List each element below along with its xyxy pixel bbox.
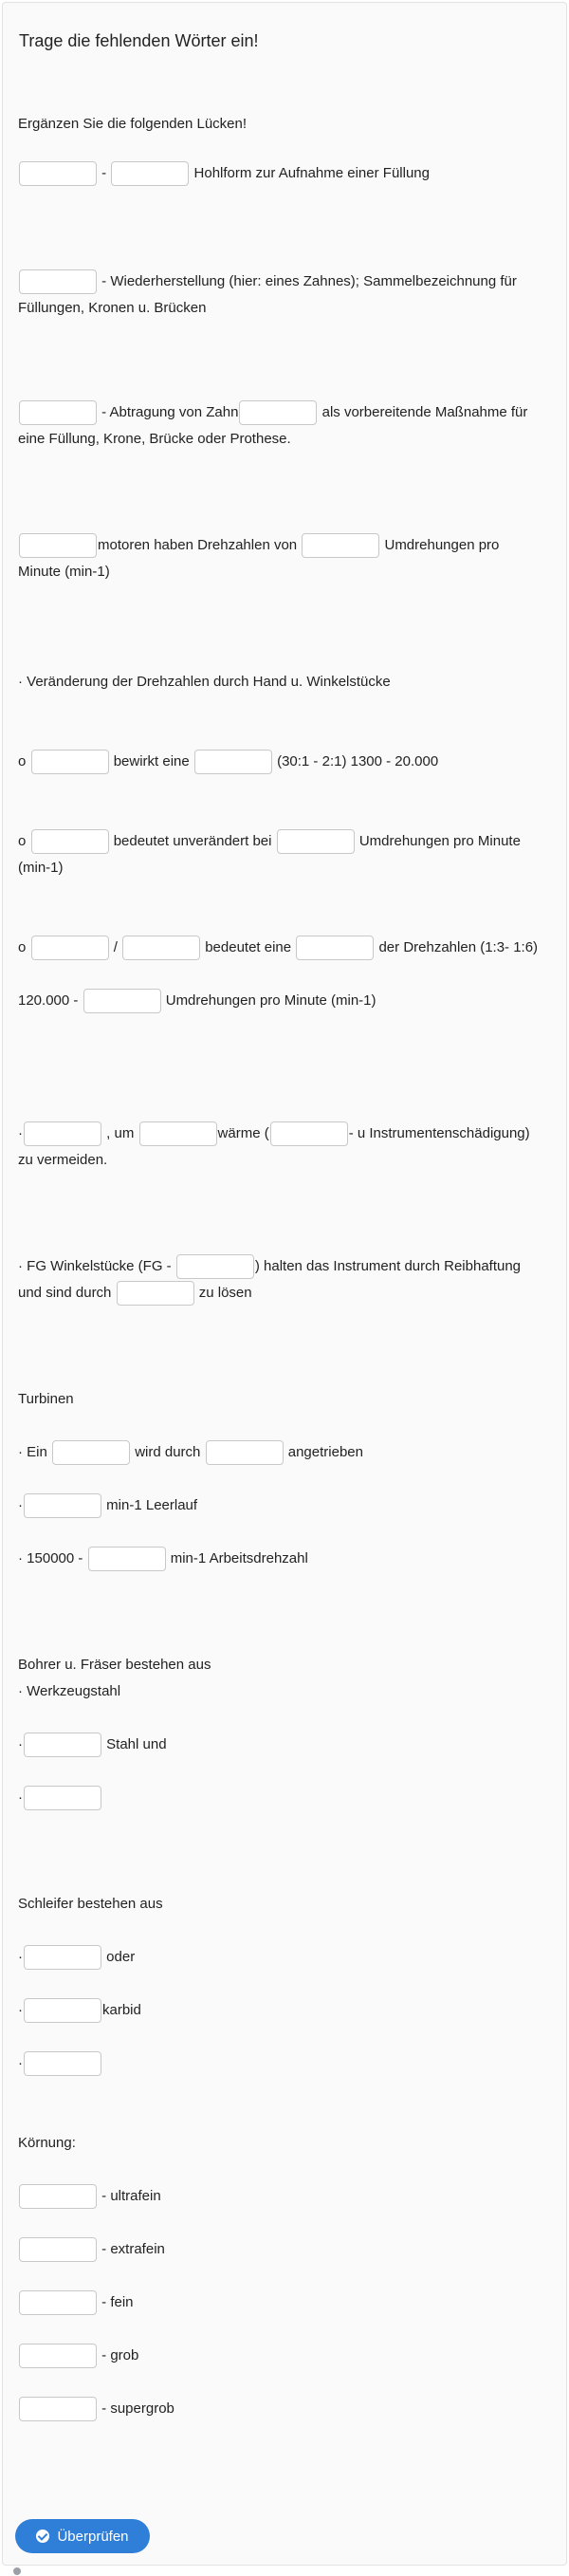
exercise-title: Trage die fehlenden Wörter ein!	[19, 31, 259, 50]
blank-input[interactable]	[24, 1998, 101, 2023]
section-bohrer: Bohrer u. Fräser bestehen aus · Werkzeugstahl	[18, 1657, 211, 1699]
blank-input[interactable]	[122, 936, 200, 960]
blank-input[interactable]	[277, 829, 355, 854]
grain-fein: - fein	[18, 2289, 549, 2316]
item-2: - Wiederherstellung (hier: eines Zahnes); Sammelbezeichnung für Füllungen, Kronen u. Brücken	[18, 269, 549, 322]
grain-extrafein: - extrafein	[18, 2236, 549, 2263]
grain-ultrafein: - ultrafein	[18, 2183, 549, 2210]
blank-input[interactable]	[19, 2290, 97, 2315]
section-turbinen: Turbinen	[18, 1391, 74, 1407]
blank-input[interactable]	[31, 936, 109, 960]
exercise-panel	[2, 2, 567, 2566]
blank-input[interactable]	[19, 400, 97, 425]
blank-input[interactable]	[206, 1440, 284, 1465]
check-button[interactable]	[15, 2519, 150, 2553]
blank-input[interactable]	[19, 2184, 97, 2209]
blank-input[interactable]	[52, 1440, 130, 1465]
scroll-indicator	[13, 2567, 21, 2575]
blank-input[interactable]	[19, 269, 97, 294]
blank-input[interactable]	[24, 1945, 101, 1970]
blank-input[interactable]	[194, 750, 272, 774]
blank-input[interactable]	[111, 161, 189, 186]
item-13: · min-1 Leerlauf	[18, 1492, 549, 1519]
item-5: · Veränderung der Drehzahlen durch Hand u. Winkelstücke	[18, 674, 391, 690]
blank-input[interactable]	[19, 2237, 97, 2262]
blank-input[interactable]	[31, 829, 109, 854]
blank-input[interactable]	[31, 750, 109, 774]
item-9: 120.000 - Umdrehungen pro Minute (min-1)	[18, 988, 549, 1014]
item-6: o bewirkt eine (30:1 - 2:1) 1300 - 20.000	[18, 749, 549, 775]
blank-input[interactable]	[19, 161, 97, 186]
blank-input[interactable]	[88, 1547, 166, 1571]
section-schleifer: Schleifer bestehen aus	[18, 1896, 163, 1912]
section-koernung: Körnung:	[18, 2135, 76, 2151]
blank-input[interactable]	[19, 2344, 97, 2368]
item-10: · , um wärme ( - u Instrumentenschädigung) zu vermeiden.	[18, 1121, 549, 1174]
grain-supergrob: - supergrob	[18, 2396, 549, 2422]
item-17: · oder	[18, 1944, 549, 1971]
item-12: · Ein wird durch angetrieben	[18, 1439, 549, 1466]
blank-input[interactable]	[296, 936, 374, 960]
item-14: · 150000 - min-1 Arbeitsdrehzahl	[18, 1546, 549, 1572]
blank-input[interactable]	[117, 1281, 194, 1306]
blank-input[interactable]	[176, 1254, 254, 1279]
blank-input[interactable]	[270, 1121, 348, 1146]
item-4: motoren haben Drehzahlen von Umdrehungen pro Minute (min-1)	[18, 532, 549, 585]
blank-input[interactable]	[24, 1733, 101, 1757]
blank-input[interactable]	[24, 2051, 101, 2076]
check-button-label: Überprüfen	[57, 2528, 129, 2545]
item-18: · karbid	[18, 1997, 549, 2024]
blank-input[interactable]	[139, 1121, 217, 1146]
item-3: - Abtragung von Zahn als vorbereitende Maßnahme für eine Füllung, Krone, Brücke oder Prothese.	[18, 399, 549, 453]
item-19: ·	[18, 2050, 549, 2077]
blank-input[interactable]	[83, 989, 161, 1013]
instruction: Ergänzen Sie die folgenden Lücken!	[18, 116, 248, 132]
item-11: · FG Winkelstücke (FG - ) halten das Instrument durch Reibhaftung und sind durch zu lösen	[18, 1253, 549, 1307]
blank-input[interactable]	[239, 400, 317, 425]
item-8: o / bedeutet eine der Drehzahlen (1:3- 1:6)	[18, 935, 549, 961]
blank-input[interactable]	[19, 2397, 97, 2421]
item-15: · Stahl und	[18, 1732, 549, 1758]
blank-input[interactable]	[302, 533, 379, 558]
item-1: - Hohlform zur Aufnahme einer Füllung	[18, 160, 549, 187]
blank-input[interactable]	[24, 1493, 101, 1518]
item-7: o bedeutet unverändert bei Umdrehungen pro Minute (min-1)	[18, 828, 549, 881]
check-circle-icon	[36, 2530, 49, 2543]
grain-grob: - grob	[18, 2343, 549, 2369]
blank-input[interactable]	[24, 1786, 101, 1810]
blank-input[interactable]	[24, 1121, 101, 1146]
item-16: ·	[18, 1785, 549, 1811]
blank-input[interactable]	[19, 533, 97, 558]
